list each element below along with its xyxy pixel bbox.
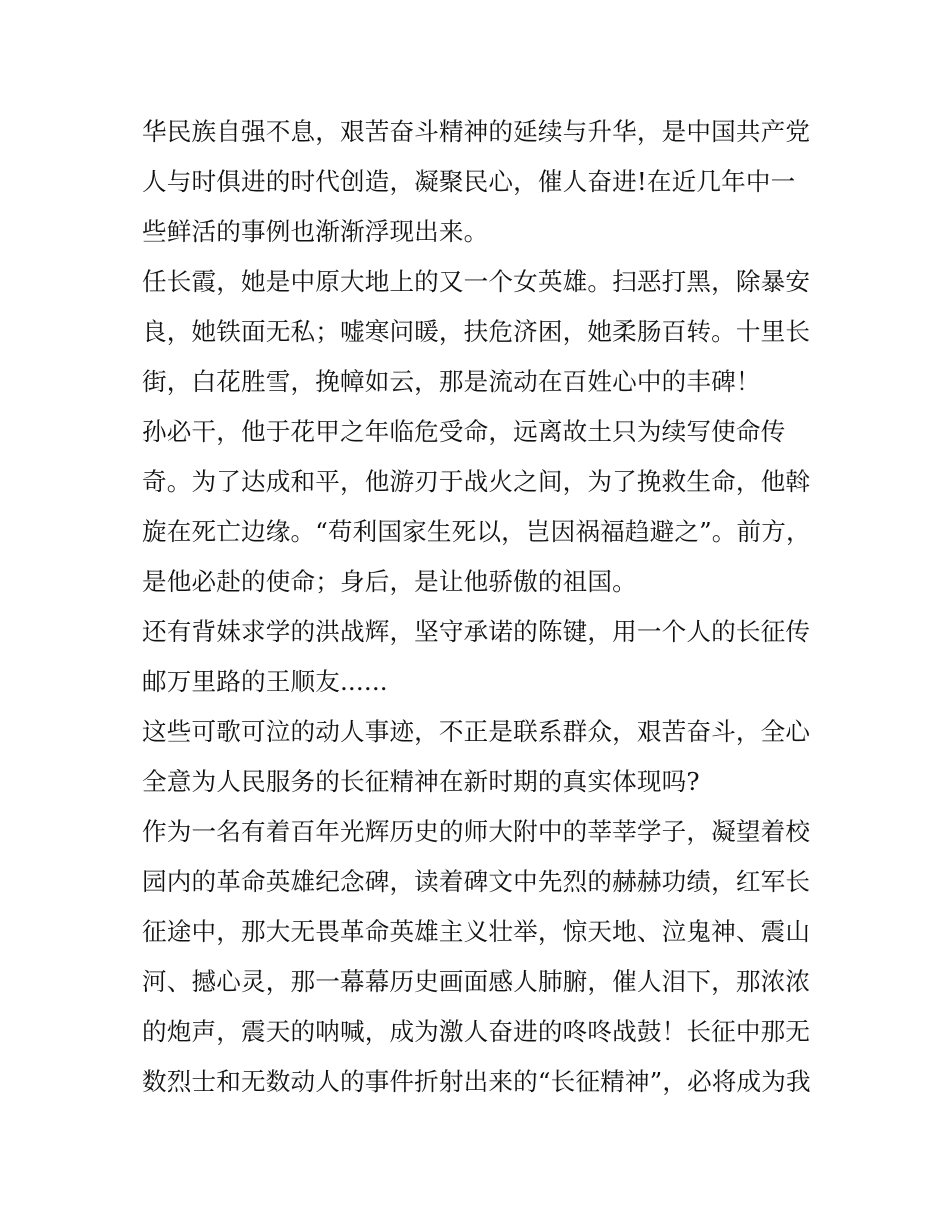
- text-line: 人与时俱进的时代创造，凝聚民心，催人奋进!在近几年中一: [142, 167, 796, 196]
- text-line: 街，白花胜雪，挽幛如云，那是流动在百姓心中的丰碑！: [142, 367, 761, 396]
- text-line: 奇。为了达成和平，他游刃于战火之间，为了挽救生命，他斡: [142, 467, 811, 496]
- text-line: 河、撼心灵，那一幕幕历史画面感人肺腑，催人泪下，那浓浓: [142, 967, 811, 996]
- text-line: 的炮声，震天的呐喊，成为激人奋进的咚咚战鼓！长征中那无: [142, 1017, 811, 1046]
- text-line: 作为一名有着百年光辉历史的师大附中的莘莘学子，凝望着校: [142, 817, 811, 846]
- text-line: 这些可歌可泣的动人事迹，不正是联系群众，艰苦奋斗，全心: [142, 717, 811, 746]
- text-line: 孙必干，他于花甲之年临危受命，远离故土只为续写使命传: [142, 417, 786, 446]
- text-line: 园内的革命英雄纪念碑，读着碑文中先烈的赫赫功绩，红军长: [142, 867, 811, 896]
- text-line: 华民族自强不息，艰苦奋斗精神的延续与升华，是中国共产党: [142, 117, 811, 146]
- text-line: 全意为人民服务的长征精神在新时期的真实体现吗?: [142, 767, 700, 796]
- text-line: 邮万里路的王顺友......: [142, 667, 388, 696]
- text-line: 些鲜活的事例也渐渐浮现出来。: [142, 217, 489, 246]
- text-line: 旋在死亡边缘。“苟利国家生死以，岂因祸福趋避之”。前方，: [142, 517, 811, 546]
- text-line: 良，她铁面无私；嘘寒问暖，扶危济困，她柔肠百转。十里长: [142, 317, 811, 346]
- text-line: 数烈士和无数动人的事件折射出来的“长征精神”，必将成为我: [142, 1067, 811, 1096]
- text-line: 征途中，那大无畏革命英雄主义壮举，惊天地、泣鬼神、震山: [142, 917, 811, 946]
- text-line: 是他必赴的使命；身后，是让他骄傲的祖国。: [142, 567, 637, 596]
- text-line: 还有背妹求学的洪战辉，坚守承诺的陈键，用一个人的长征传: [142, 617, 811, 646]
- text-line: 任长霞，她是中原大地上的又一个女英雄。扫恶打黑，除暴安: [142, 267, 811, 296]
